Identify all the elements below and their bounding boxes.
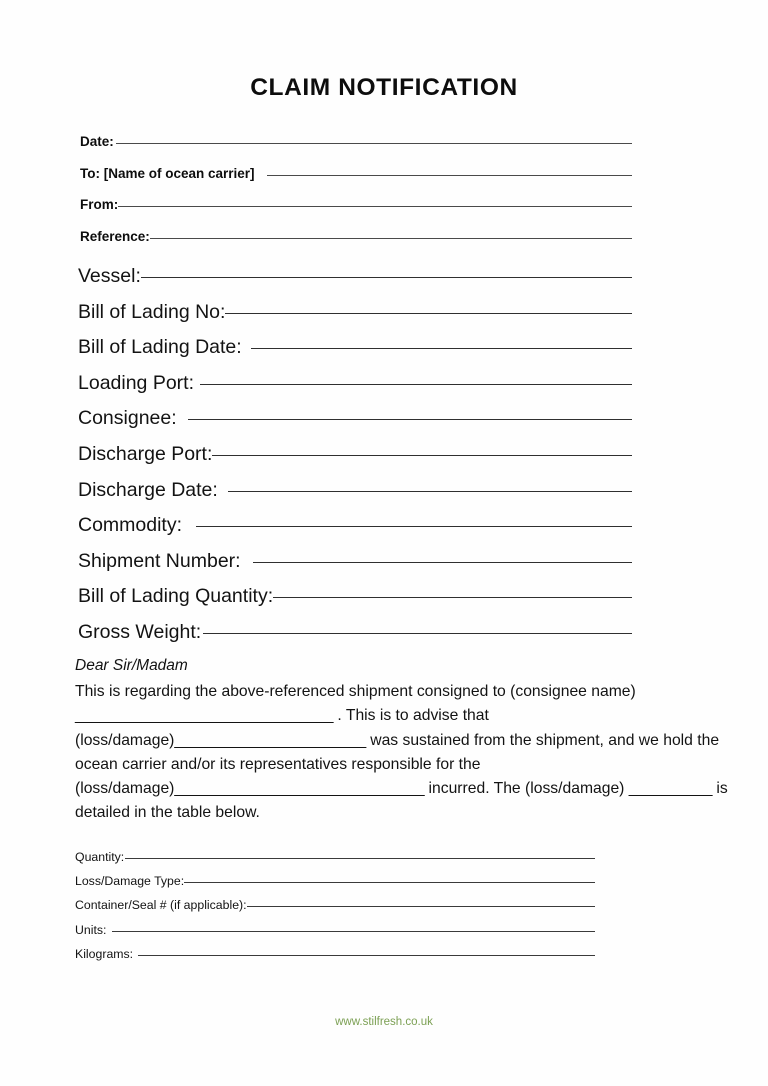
main-field-write-line[interactable]: [188, 419, 632, 420]
detail-field-write-line[interactable]: [125, 858, 595, 859]
main-field-label: Consignee:: [78, 407, 177, 430]
detail-field-row: [75, 850, 595, 864]
main-field-label: Gross Weight:: [78, 621, 202, 643]
page-title: CLAIM NOTIFICATION: [250, 74, 518, 101]
header-field-label: From:: [80, 197, 119, 212]
main-field-label: Bill of Lading Date:: [78, 336, 242, 359]
main-field-label: Discharge Date:: [78, 478, 218, 501]
detail-field-row: [75, 898, 595, 912]
main-field-row: [78, 372, 632, 395]
header-field-write-line[interactable]: [118, 206, 632, 207]
detail-field-label: Units:: [75, 922, 107, 937]
main-field-label: Bill of Lading Quantity:: [78, 585, 274, 608]
main-field-write-line[interactable]: [253, 562, 632, 563]
main-field-write-line[interactable]: [141, 277, 632, 278]
header-field-row: [80, 134, 632, 149]
detail-field-row: [75, 874, 595, 888]
header-field-label: Date:: [80, 134, 114, 149]
body-text-part-2: . This is to advise that (loss/damage): [75, 707, 489, 749]
main-field-label: Bill of Lading No:: [78, 300, 226, 323]
main-field-label: Loading Port:: [78, 371, 195, 394]
main-field-row: [78, 550, 632, 573]
header-field-row: [80, 229, 632, 244]
main-field-row: [78, 443, 632, 466]
detail-field-label: Kilograms:: [75, 946, 134, 961]
letter-body: [75, 680, 739, 826]
main-field-write-line[interactable]: [203, 633, 632, 634]
main-field-write-line[interactable]: [228, 491, 632, 492]
main-field-row: [78, 301, 632, 324]
body-text-part-1: This is regarding the above-referenced shipment consigned to (consignee name): [75, 683, 636, 700]
header-field-write-line[interactable]: [267, 175, 632, 176]
main-field-row: [78, 407, 632, 430]
detail-field-row: [75, 947, 595, 961]
detail-field-write-line[interactable]: [247, 906, 595, 907]
main-field-write-line[interactable]: [225, 313, 632, 314]
main-field-write-line[interactable]: [251, 348, 632, 349]
main-field-row: [78, 585, 632, 608]
salutation: Dear Sir/Madam: [75, 657, 188, 674]
detail-field-write-line[interactable]: [112, 931, 595, 932]
detail-field-label: Quantity:: [75, 850, 125, 864]
body-text-part-3: was sustained from the shipment, and we hold the ocean carrier and/or its representatives responsible for the (loss/damage): [75, 731, 720, 798]
header-field-write-line[interactable]: [150, 238, 632, 239]
body-text-part-5: is detailed in the table below.: [75, 780, 728, 822]
main-field-label: Discharge Port:: [78, 443, 213, 465]
main-field-write-line[interactable]: [196, 526, 632, 527]
detail-field-label: Container/Seal # (if applicable):: [75, 898, 247, 913]
body-blank-1: _______________________________: [75, 707, 334, 725]
body-blank-4: __________: [628, 780, 713, 798]
detail-field-write-line[interactable]: [184, 882, 595, 883]
header-field-label: Reference:: [80, 228, 150, 244]
header-field-label: To: [Name of ocean carrier]: [80, 165, 255, 181]
body-blank-2: _______________________: [174, 731, 366, 749]
detail-field-write-line[interactable]: [138, 955, 595, 956]
main-field-write-line[interactable]: [273, 597, 632, 598]
body-text-part-4: incurred. The (loss/damage): [424, 780, 629, 798]
main-field-row: [78, 514, 632, 537]
main-field-row: [78, 265, 632, 288]
main-field-label: Vessel:: [78, 265, 141, 287]
header-field-row: [80, 197, 632, 212]
main-field-write-line[interactable]: [212, 455, 632, 456]
body-blank-3: ______________________________: [174, 780, 425, 798]
header-field-write-line[interactable]: [116, 143, 632, 144]
detail-field-row: [75, 923, 595, 937]
main-field-label: Commodity:: [78, 514, 183, 537]
detail-field-label: Loss/Damage Type:: [75, 874, 185, 889]
footer-website: www.stilfresh.co.uk: [335, 1016, 433, 1028]
main-field-row: [78, 621, 632, 644]
main-field-label: Shipment Number:: [78, 549, 241, 572]
main-field-row: [78, 336, 632, 359]
main-field-write-line[interactable]: [200, 384, 632, 385]
header-field-row: [80, 166, 632, 181]
main-field-row: [78, 479, 632, 502]
